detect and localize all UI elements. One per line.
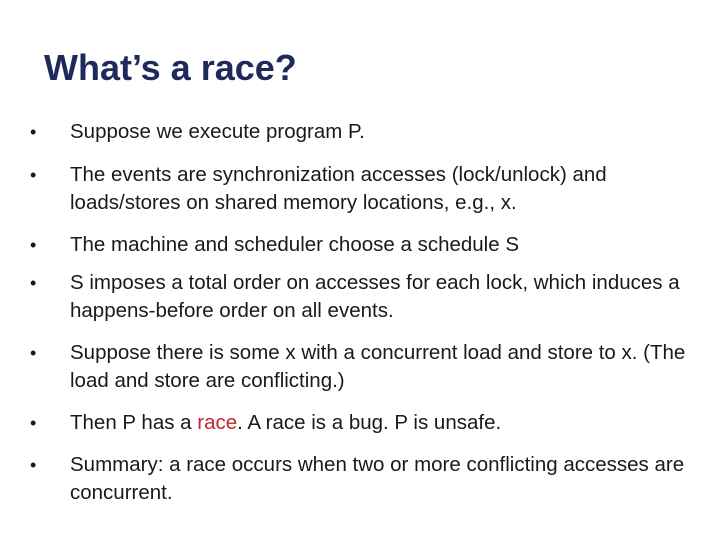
bullet-text: S imposes a total order on accesses for each lock, which induces a happens-before order on all events. — [70, 271, 680, 322]
bullet-item — [30, 161, 700, 217]
bullet-text: Suppose there is some x with a concurrent load and store to x. (The load and store are conflicting.) — [70, 341, 686, 392]
race-highlight: race — [197, 411, 238, 434]
bullet-marker: • — [30, 165, 37, 185]
bullet-text: Suppose we execute program P. — [70, 120, 365, 143]
bullet-marker: • — [30, 455, 37, 475]
bullet-text: Summary: a race occurs when two or more conflicting accesses are concurrent. — [70, 453, 685, 504]
bullet-marker: • — [30, 413, 37, 433]
bullet-text: The machine and scheduler choose a schedule S — [70, 233, 520, 256]
bullet-marker: • — [30, 235, 37, 255]
bullet-item — [30, 118, 700, 146]
bullet-text-after: . A race is a bug. P is unsafe. — [237, 411, 502, 434]
bullet-marker: • — [30, 273, 37, 293]
bullet-marker: • — [30, 343, 37, 363]
bullet-item — [30, 339, 700, 395]
bullet-item — [30, 231, 700, 259]
bullet-item — [30, 269, 700, 325]
bullet-text: The events are synchronization accesses (lock/unlock) and loads/stores on shared memory locations, e.g., x. — [70, 163, 607, 214]
bullet-marker: • — [30, 122, 37, 142]
bullet-text — [70, 411, 501, 434]
bullet-item — [30, 409, 700, 437]
bullet-text-before: Then P has a — [70, 411, 198, 434]
bullet-list — [30, 118, 700, 507]
slide-title: What’s a race? — [44, 47, 297, 88]
bullet-item — [30, 451, 700, 507]
